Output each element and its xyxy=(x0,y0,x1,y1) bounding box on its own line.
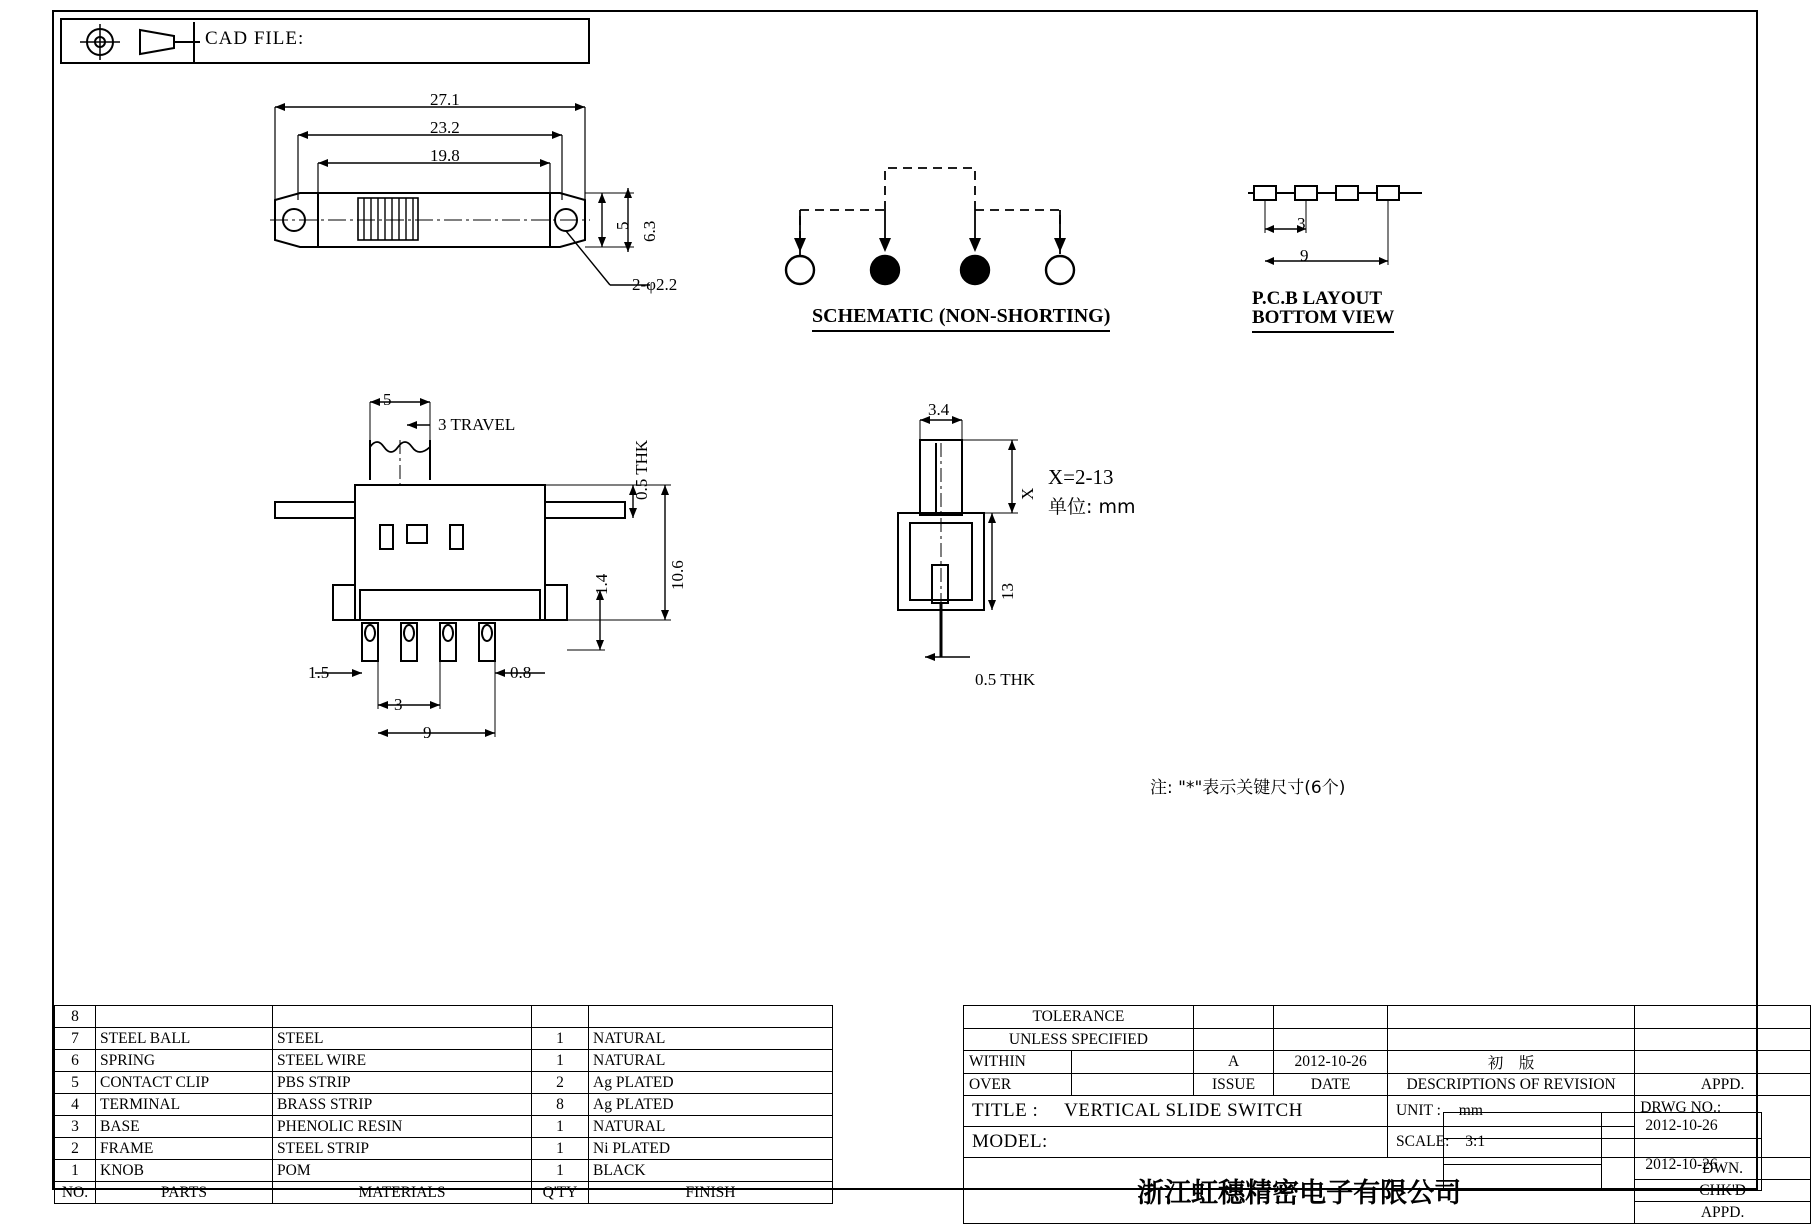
cell-materials: BRASS STRIP xyxy=(273,1094,532,1116)
cad-file-label: CAD FILE: xyxy=(205,28,305,49)
cell-no: 2 xyxy=(55,1138,96,1160)
table-row xyxy=(55,1138,833,1160)
header-parts: PARTS xyxy=(96,1182,273,1204)
side-view-drawing xyxy=(880,395,1210,705)
blank-1 xyxy=(1193,1006,1273,1029)
cell-parts: KNOB xyxy=(96,1160,273,1182)
front-dim-thk: 0.5 THK xyxy=(632,439,651,500)
dim-6-3: 6.3 xyxy=(640,220,659,242)
chkd-name-cell xyxy=(1444,1139,1602,1165)
within-row xyxy=(964,1051,1811,1074)
date-value: 2012-10-26 xyxy=(1274,1051,1388,1074)
cell-parts: STEEL BALL xyxy=(96,1028,273,1050)
unit-value: mm xyxy=(1458,1102,1483,1119)
cell-parts: CONTACT CLIP xyxy=(96,1072,273,1094)
table-row xyxy=(55,1028,833,1050)
cell-materials: STEEL STRIP xyxy=(273,1138,532,1160)
tolerance-label-2: UNLESS SPECIFIED xyxy=(964,1029,1194,1051)
cell-parts xyxy=(96,1006,273,1028)
cell-qty: 1 xyxy=(532,1138,589,1160)
blank-4 xyxy=(1635,1006,1811,1029)
drwg-no-cell: DRWG NO.: xyxy=(1635,1096,1811,1158)
model-label: MODEL: xyxy=(972,1131,1048,1152)
chkd-label: CHK'D xyxy=(1635,1180,1811,1202)
front-dim-0-8: 0.8 xyxy=(510,663,532,682)
appd-name-cell xyxy=(1444,1165,1602,1191)
scale-value: 3:1 xyxy=(1465,1133,1486,1150)
blank-3 xyxy=(1387,1006,1634,1029)
cell-qty: 1 xyxy=(532,1050,589,1072)
table-row xyxy=(55,1160,833,1182)
cell-parts: SPRING xyxy=(96,1050,273,1072)
title-label: TITLE : xyxy=(972,1100,1039,1121)
cad-file-box xyxy=(60,18,590,64)
table-row xyxy=(55,1094,833,1116)
tolerance-subheader-row xyxy=(964,1029,1811,1051)
front-dim-travel: 3 TRAVEL xyxy=(438,415,516,434)
revision-desc-value: 初 版 xyxy=(1387,1051,1634,1074)
blank-8 xyxy=(1635,1029,1811,1051)
key-dimension-note: 注: "*"表示关键尺寸(6个) xyxy=(1150,778,1346,798)
blank-6 xyxy=(1274,1029,1388,1051)
signature-subtable xyxy=(1443,1112,1762,1191)
cell-no: 4 xyxy=(55,1094,96,1116)
cell-no: 8 xyxy=(55,1006,96,1028)
dim-23-2: 23.2 xyxy=(430,118,460,137)
cell-parts: FRAME xyxy=(96,1138,273,1160)
cell-qty: 1 xyxy=(532,1116,589,1138)
dim-5-top: 5 xyxy=(613,221,632,230)
front-view-drawing xyxy=(255,385,735,765)
dwn-date-cell: 2012-10-26 xyxy=(1602,1113,1762,1139)
cell-finish: NATURAL xyxy=(589,1050,833,1072)
tolerance-header-row xyxy=(964,1006,1811,1029)
side-dim-x: X xyxy=(1018,487,1037,500)
dwn-name-cell xyxy=(1444,1113,1602,1139)
table-row xyxy=(55,1072,833,1094)
table-row xyxy=(55,1006,833,1028)
blank-5 xyxy=(1193,1029,1273,1051)
side-dim-thk: 0.5 THK xyxy=(975,670,1036,689)
header-finish: FINISH xyxy=(589,1182,833,1204)
scale-label: SCALE: xyxy=(1395,1133,1450,1150)
blank-2 xyxy=(1274,1006,1388,1029)
schematic-drawing xyxy=(770,140,1100,300)
cell-materials xyxy=(273,1006,532,1028)
front-dim-5: 5 xyxy=(383,390,392,409)
model-cell xyxy=(964,1127,1388,1158)
pcb-dim-9: 9 xyxy=(1300,246,1309,265)
over-label: OVER xyxy=(964,1074,1072,1096)
table-row xyxy=(55,1116,833,1138)
over-value xyxy=(1071,1074,1193,1096)
dim-27-1: 27.1 xyxy=(430,90,460,109)
front-dim-10-6: 10.6 xyxy=(668,560,687,590)
dim-19-8: 19.8 xyxy=(430,146,460,165)
cell-no: 6 xyxy=(55,1050,96,1072)
projection-symbols xyxy=(62,20,592,66)
hole-callout: 2-φ2.2 xyxy=(632,275,678,294)
over-row xyxy=(964,1074,1811,1096)
table-row xyxy=(55,1050,833,1072)
side-note-x: X=2-13 xyxy=(1048,465,1114,489)
cell-qty: 1 xyxy=(532,1028,589,1050)
front-dim-3: 3 xyxy=(394,695,403,714)
cell-materials: STEEL WIRE xyxy=(273,1050,532,1072)
top-view-drawing xyxy=(250,80,770,320)
chk-row xyxy=(1444,1139,1762,1165)
front-dim-1-4: 1.4 xyxy=(592,573,611,595)
cell-materials: PBS STRIP xyxy=(273,1072,532,1094)
date-header: DATE xyxy=(1274,1074,1388,1096)
cell-materials: PHENOLIC RESIN xyxy=(273,1116,532,1138)
cell-parts: TERMINAL xyxy=(96,1094,273,1116)
header-materials: MATERIALS xyxy=(273,1182,532,1204)
cell-no: 3 xyxy=(55,1116,96,1138)
appd-label: APPD. xyxy=(1635,1202,1811,1224)
title-value: VERTICAL SLIDE SWITCH xyxy=(1064,1100,1303,1121)
cell-materials: POM xyxy=(273,1160,532,1182)
schematic-caption: SCHEMATIC (NON-SHORTING) xyxy=(812,305,1110,332)
dwn-row xyxy=(1444,1113,1762,1139)
cell-no: 7 xyxy=(55,1028,96,1050)
cell-finish: Ni PLATED xyxy=(589,1138,833,1160)
cell-parts: BASE xyxy=(96,1116,273,1138)
cell-no: 1 xyxy=(55,1160,96,1182)
unit-label: UNIT : xyxy=(1395,1102,1441,1119)
front-dim-9: 9 xyxy=(423,723,432,742)
cell-qty: 2 xyxy=(532,1072,589,1094)
appd-header: APPD. xyxy=(1635,1074,1811,1096)
appd-blank xyxy=(1635,1051,1811,1074)
title-cell xyxy=(964,1096,1388,1127)
blank-7 xyxy=(1387,1029,1634,1051)
cell-finish xyxy=(589,1006,833,1028)
revision-desc-header: DESCRIPTIONS OF REVISION xyxy=(1387,1074,1634,1096)
side-note-unit: 单位: mm xyxy=(1048,496,1136,518)
chk-date-cell: 2012-10-26 xyxy=(1602,1139,1762,1191)
side-dim-13: 13 xyxy=(998,583,1017,600)
issue-header: ISSUE xyxy=(1193,1074,1273,1096)
parts-table xyxy=(54,1005,833,1204)
side-dim-3-4: 3.4 xyxy=(928,400,950,419)
dwn-label: DWN. xyxy=(1635,1158,1811,1180)
header-no: NO. xyxy=(55,1182,96,1204)
cell-materials: STEEL xyxy=(273,1028,532,1050)
front-dim-1-5: 1.5 xyxy=(308,663,330,682)
table-header-row xyxy=(55,1182,833,1204)
within-value xyxy=(1071,1051,1193,1074)
company-name: 浙江虹穗精密电子有限公司 xyxy=(1137,1178,1462,1209)
within-label: WITHIN xyxy=(964,1051,1072,1074)
cell-finish: NATURAL xyxy=(589,1028,833,1050)
pcb-layout-drawing xyxy=(1240,175,1430,285)
pcb-caption-line1: P.C.B LAYOUT xyxy=(1252,288,1383,309)
tolerance-label-1: TOLERANCE xyxy=(964,1006,1194,1029)
cell-finish: NATURAL xyxy=(589,1116,833,1138)
cell-finish: Ag PLATED xyxy=(589,1072,833,1094)
cell-qty: 1 xyxy=(532,1160,589,1182)
cell-finish: BLACK xyxy=(589,1160,833,1182)
pcb-dim-3: 3 xyxy=(1297,214,1306,233)
header-qty: Q'TY xyxy=(532,1182,589,1204)
pcb-caption-line2: BOTTOM VIEW xyxy=(1252,307,1394,333)
cell-finish: Ag PLATED xyxy=(589,1094,833,1116)
cell-qty: 8 xyxy=(532,1094,589,1116)
cell-no: 5 xyxy=(55,1072,96,1094)
cell-qty xyxy=(532,1006,589,1028)
issue-value: A xyxy=(1193,1051,1273,1074)
